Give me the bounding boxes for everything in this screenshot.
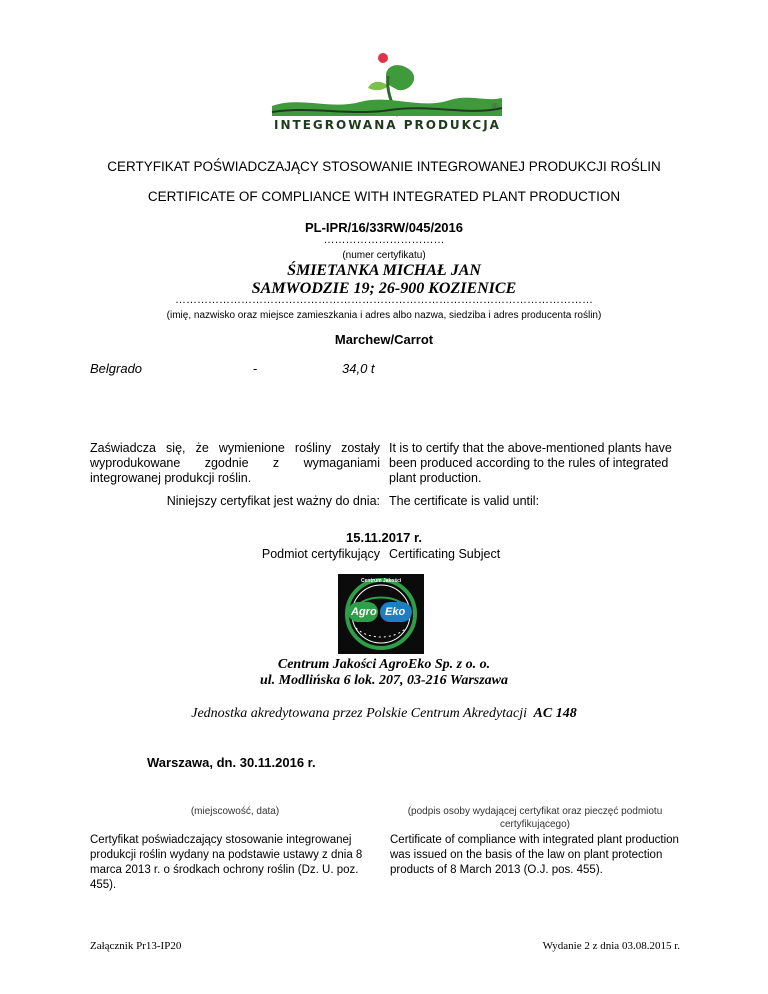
certificate-number-dots: …………………………… — [323, 234, 445, 246]
footer-right: Wydanie 2 z dnia 03.08.2015 r. — [542, 940, 680, 952]
producer-dots: …………………………………………………………………………………………………… — [175, 294, 593, 306]
producer-name: ŚMIETANKA MICHAŁ JAN — [287, 262, 481, 279]
legal-en: Certificate of compliance with integrated plant production was issued on the basis of the law on plant protection products of 8 March 2013 (O.J. pos. 455). — [390, 834, 679, 876]
certifying-en: Certificating Subject — [389, 547, 501, 561]
legal-pl: Certyfikat poświadczający stosowanie integrowanej produkcji roślin wydany na podstawie ustawy z dnia 8 marca 2013 r. o środkach ochrony roślin (Dz. U. poz. 455). — [90, 834, 363, 891]
issue-place-date: Warszawa, dn. 30.11.2016 r. — [147, 755, 316, 770]
certificate-number: PL-IPR/16/33RW/045/2016 — [304, 220, 463, 235]
producer-caption: (imię, nazwisko oraz miejsce zamieszkania i adres albo nazwa, siedziba i adres producenta roślin) — [166, 310, 602, 321]
certificate-number-caption: (numer certyfikatu) — [342, 250, 426, 261]
footer-left: Załącznik Pr13-IP20 — [90, 940, 182, 952]
agroeko-agro-text: Agro — [351, 606, 377, 618]
registered-mark: ® — [492, 102, 498, 111]
agroeko-logo — [338, 574, 424, 654]
validity-date: 15.11.2017 r. — [346, 530, 422, 545]
signature-caption-line2: certyfikującego) — [499, 819, 571, 830]
accreditation-line — [0, 706, 768, 722]
body-address: ul. Modlińska 6 lok. 207, 03-216 Warszawa — [259, 673, 509, 688]
agroeko-eko-text: Eko — [385, 606, 406, 618]
agroeko-ring-text: Centrum Jakości — [361, 578, 402, 584]
crop-variety: Belgrado — [90, 361, 143, 376]
validity-en: The certificate is valid until: — [389, 494, 540, 508]
crop-quantity: 34,0 t — [342, 361, 375, 376]
heading-en: CERTIFICATE OF COMPLIANCE WITH INTEGRATED PLANT PRODUCTION — [147, 189, 621, 204]
producer-address: SAMWODZIE 19; 26-900 KOZIENICE — [251, 280, 517, 297]
statement-pl: Zaświadcza się, że wymienione rośliny zostały wyprodukowane zgodnie z wymaganiami integrowanej produkcji roślin. — [90, 441, 380, 485]
place-date-caption: (miejscowość, data) — [190, 806, 280, 817]
plant-logo-icon — [270, 46, 505, 126]
crop-separator: - — [253, 361, 258, 376]
validity-pl: Niniejszy certyfikat jest ważny do dnia: — [166, 494, 380, 508]
integrated-production-logo — [270, 46, 505, 138]
heading-pl: CERTYFIKAT POŚWIADCZAJĄCY STOSOWANIE INTEGROWANEJ PRODUKCJI ROŚLIN — [107, 159, 661, 174]
crop-title: Marchew/Carrot — [334, 332, 434, 347]
signature-caption-line1: (podpis osoby wydającej certyfikat oraz pieczęć podmiotu — [407, 806, 663, 817]
certifying-pl: Podmiot certyfikujący — [261, 547, 380, 561]
accreditation-text: Jednostka akredytowana przez Polskie Centrum Akredytacji — [191, 706, 528, 721]
logo-text: INTEGROWANA PRODUKCJA — [274, 118, 501, 132]
accreditation-code: AC 148 — [533, 706, 577, 721]
body-name: Centrum Jakości AgroEko Sp. z o. o. — [277, 657, 491, 672]
statement-en: It is to certify that the above-mentioned plants have been produced according to the rules of integrated plant production. — [389, 441, 672, 485]
